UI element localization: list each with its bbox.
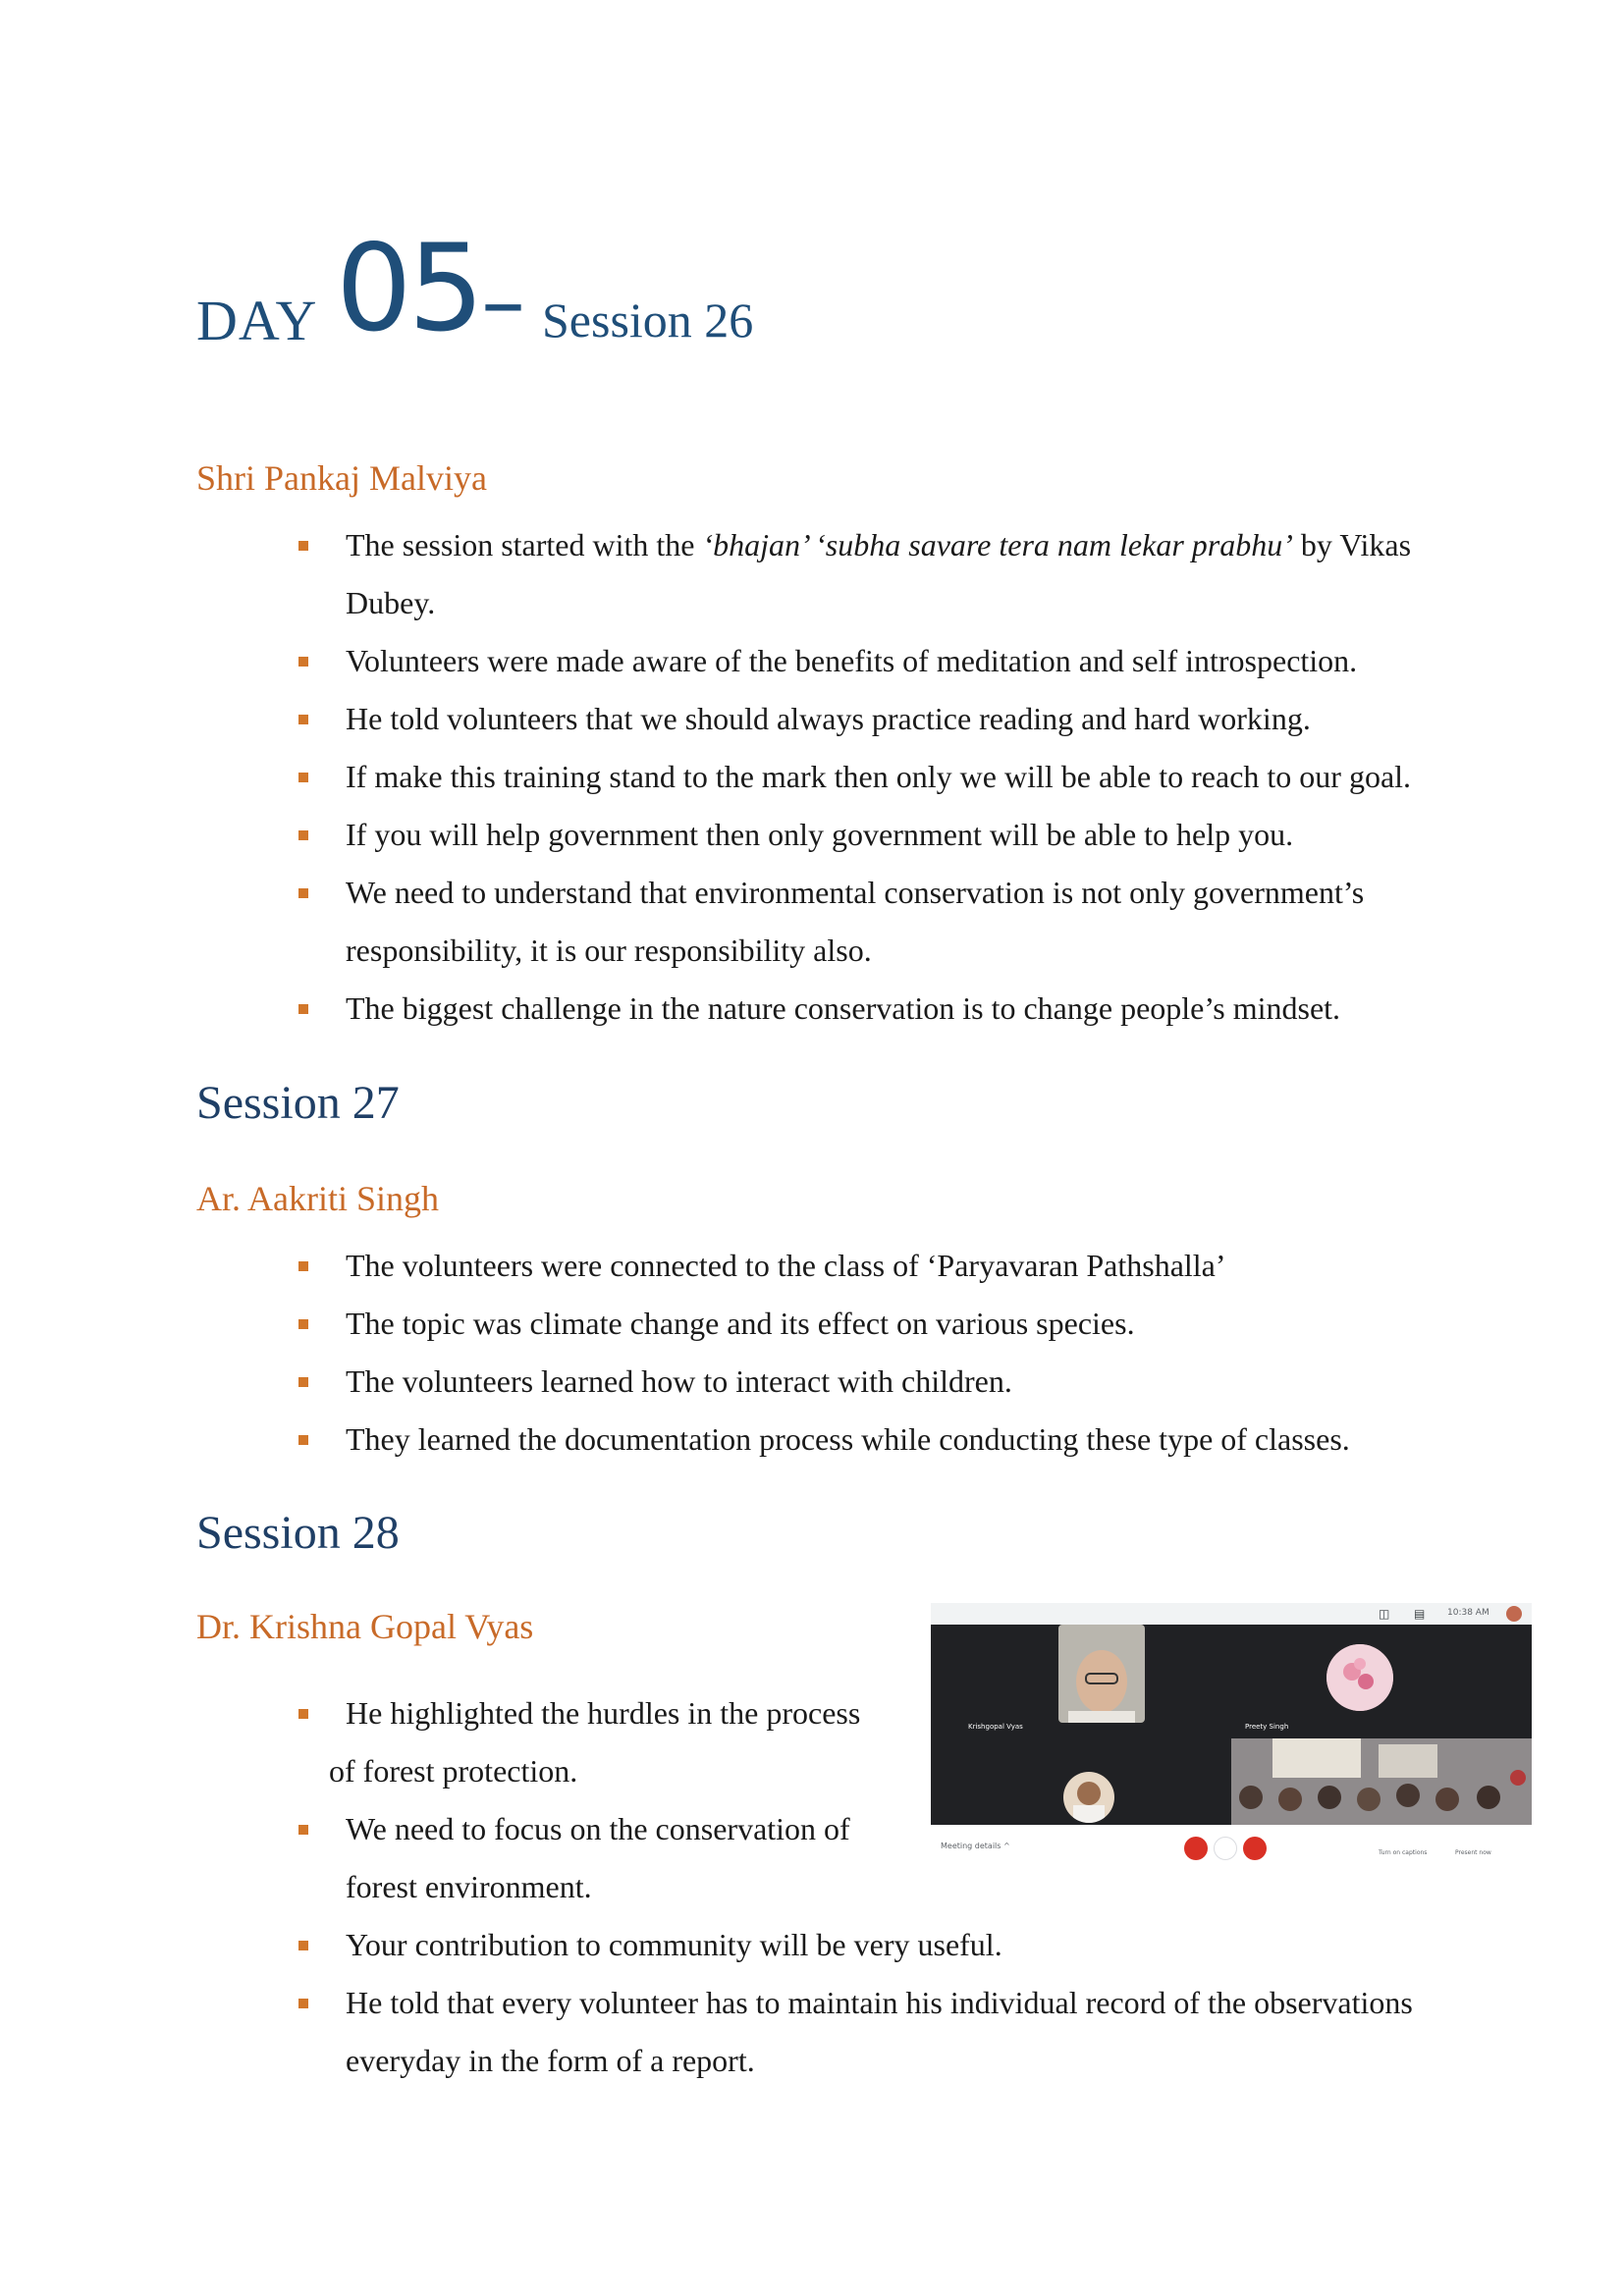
list-item-continuation: everyday in the form of a report. [346,2043,755,2078]
list-item: The volunteers were connected to the class of ‘Paryavaran Pathshalla’ [0,1237,1350,1295]
present-label[interactable]: Present now [1455,1849,1491,1856]
list-item: If make this training stand to the mark then only we will be able to reach to our goal. [0,748,1411,806]
camera-off-button[interactable] [1243,1837,1267,1860]
speaker-session-27: Ar. Aakriti Singh [196,1179,440,1218]
list-item-continuation: responsibility, it is our responsibility also. [346,933,872,968]
chat-icon: ▤ [1414,1607,1426,1621]
participant-avatar [1326,1644,1393,1711]
title-dash: – [481,250,525,353]
meeting-top-bar [931,1603,1532,1625]
list-item: Your contribution to community will be very useful. [0,1916,1413,1974]
list-item: We need to understand that environmental conservation is not only government’s [0,864,1411,922]
list-item: Volunteers were made aware of the benefits of meditation and self introspection. [0,632,1411,690]
participant-name: Preety Singh [1245,1723,1289,1731]
session-28-heading: Session 28 [196,1507,400,1559]
list-item-continuation: of forest protection. [329,1753,578,1789]
participant-tile [1058,1625,1145,1723]
list-item: The topic was climate change and its effect on various species. [0,1295,1350,1353]
mic-off-button[interactable] [1184,1837,1208,1860]
list-item: He told that every volunteer has to maintain his individual record of the observations [0,1974,1413,2032]
participant-avatar [1063,1772,1114,1823]
session-27-list [0,1237,1350,1468]
list-item-text: The session started with the [346,527,703,562]
list-item: He highlighted the hurdles in the process [0,1684,1413,1742]
video-meeting-screenshot [931,1603,1532,1870]
list-item: If you will help government then only government will be able to help you. [0,806,1411,864]
user-avatar [1506,1606,1522,1622]
classroom-image [1231,1738,1532,1825]
list-item-continuation: Dubey. [346,585,436,620]
title-day: DAY [196,289,318,352]
classroom-video-tile [1231,1738,1532,1825]
meeting-clock: 10:38 AM [1447,1608,1489,1618]
title-day-number: 05 [336,219,481,358]
title-session: Session 26 [542,293,754,347]
meeting-controls-bar [931,1825,1532,1870]
list-item-text: by Vikas [1292,527,1412,562]
list-item: They learned the documentation process while conducting these type of classes. [0,1411,1350,1468]
list-item: He told volunteers that we should always practice reading and hard working. [0,690,1411,748]
speaker-session-26: Shri Pankaj Malviya [196,458,487,498]
session-26-list [0,516,1411,1038]
participant-photo [1063,1772,1114,1823]
participant-avatar [1058,1625,1145,1723]
blossom-image [1326,1644,1393,1711]
session-27-heading: Session 27 [196,1077,400,1129]
bhajan-quote: ‘bhajan’ ‘subha savare tera nam lekar prabhu’ [702,527,1293,562]
list-item [0,516,1411,574]
list-item: The volunteers learned how to interact with children. [0,1353,1350,1411]
list-item: The biggest challenge in the nature conservation is to change people’s mindset. [0,980,1411,1038]
list-item: We need to focus on the conservation of [0,1800,1413,1858]
captions-icon: ◫ [1379,1607,1390,1621]
list-item-continuation: forest environment. [346,1869,592,1904]
captions-label[interactable]: Turn on captions [1379,1849,1428,1856]
speaker-session-28: Dr. Krishna Gopal Vyas [196,1607,534,1646]
participant-name: Krishgopal Vyas [968,1723,1023,1731]
meeting-details-link[interactable]: Meeting details ^ [941,1842,1010,1850]
end-call-button[interactable] [1214,1837,1237,1860]
